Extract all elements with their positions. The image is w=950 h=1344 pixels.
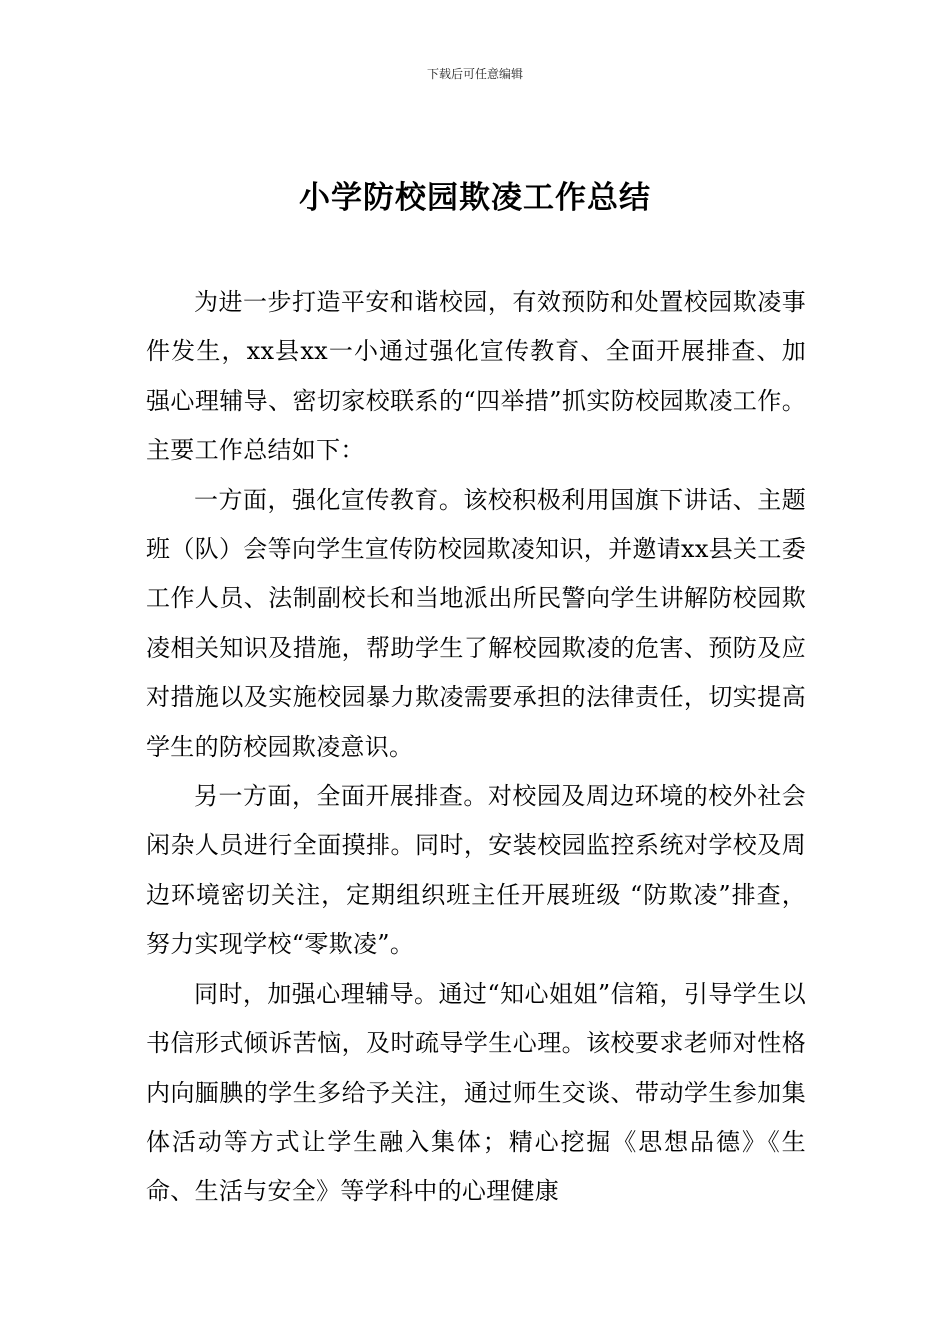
paragraph-counseling: 同时，加强心理辅导。通过“知心姐姐”信箱，引导学生以书信形式倾诉苦恼，及时疏导学生心理。该校要求老师对性格内向腼腆的学生多给予关注，通过师生交谈、带动学生参加集体活动等方式让学生融入集体；精心挖掘《思想品德》《生命、生活与安全》等学科中的心理健康 <box>146 979 806 1206</box>
paragraph-inspection: 另一方面，全面开展排查。对校园及周边环境的校外社会闲杂人员进行全面摸排。同时，安装校园监控系统对学校及周边环境密切关注，定期组织班主任开展班级 “防欺凌”排查，努力实现学校“零欺凌”。 <box>146 782 806 959</box>
paragraph-intro: 为进一步打造平安和谐校园，有效预防和处置校园欺凌事件发生，xx县xx一小通过强化宣传教育、全面开展排查、加强心理辅导、密切家校联系的“四举措”抓实防校园欺凌工作。主要工作总结如下： <box>146 288 806 465</box>
document-body <box>146 278 806 1217</box>
paragraph-publicity: 一方面，强化宣传教育。该校积极利用国旗下讲话、主题班（队）会等向学生宣传防校园欺凌知识，并邀请xx县关工委工作人员、法制副校长和当地派出所民警向学生讲解防校园欺凌相关知识及措施，帮助学生了解校园欺凌的危害、预防及应对措施以及实施校园暴力欺凌需要承担的法律责任，切实提高学生的防校园欺凌意识。 <box>146 485 806 761</box>
header-note: 下载后可任意编辑 <box>426 67 523 81</box>
document-title: 小学防校园欺凌工作总结 <box>299 180 651 216</box>
